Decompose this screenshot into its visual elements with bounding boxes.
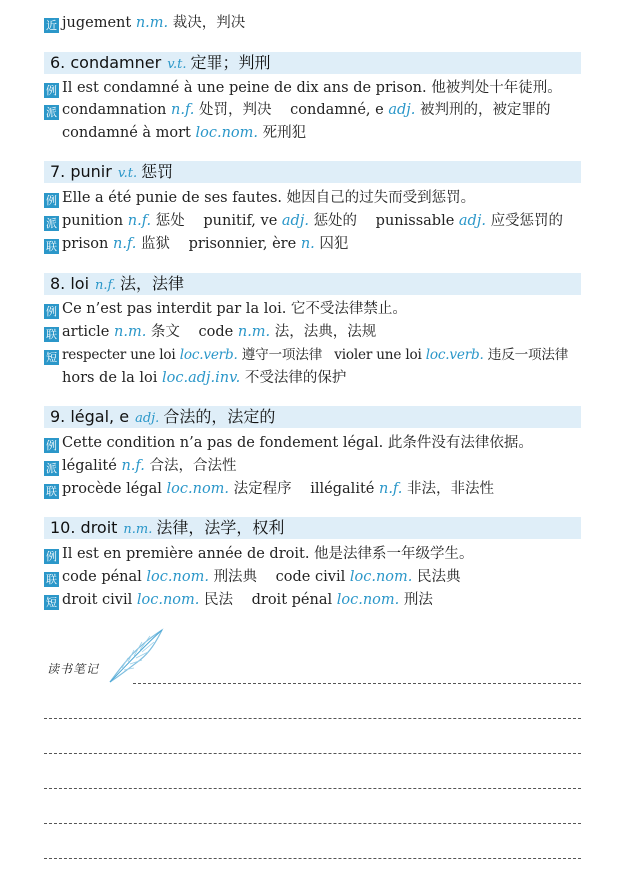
entry-line — [44, 188, 585, 208]
headword: 9. légal, e — [50, 407, 130, 426]
part-of-speech: n.m. — [237, 324, 271, 340]
chinese-meaning: 法，法典，法规 — [274, 324, 377, 340]
chinese-meaning: 处罚，判决 — [199, 102, 272, 118]
chinese-meaning: 法，法律 — [120, 274, 185, 293]
french-term: procède légal — [62, 481, 162, 497]
part-of-speech: adj. — [135, 411, 160, 426]
french-term: code civil — [275, 569, 346, 585]
part-of-speech: loc.nom. — [336, 592, 400, 608]
section-heading — [44, 406, 581, 428]
french-term: Il est condamné à une peine de dix ans de prison. — [62, 80, 427, 96]
chinese-meaning: 惩处 — [155, 213, 185, 229]
part-of-speech: n.f. — [171, 102, 195, 118]
part-of-speech: adj. — [281, 213, 309, 229]
chinese-meaning: 她因自己的过失而受到惩罚。 — [286, 190, 476, 206]
tag-badge: 例 — [46, 194, 57, 207]
chinese-meaning: 此条件没有法律依据。 — [387, 435, 533, 451]
entry-line — [44, 456, 585, 476]
tag-badge: 短 — [44, 350, 59, 365]
entry-line — [62, 123, 585, 143]
part-of-speech: n.f. — [127, 213, 152, 229]
entry-line — [44, 234, 585, 254]
chinese-meaning: 合法，合法性 — [149, 458, 237, 474]
part-of-speech: v.t. — [167, 57, 187, 72]
part-of-speech: loc.adj.inv. — [162, 370, 241, 386]
entry-line — [44, 322, 585, 342]
tag-badge: 派 — [46, 462, 57, 475]
headword: 6. condamner — [50, 53, 162, 72]
part-of-speech: loc.verb. — [179, 347, 238, 363]
chinese-meaning: 民法典 — [416, 569, 461, 585]
part-of-speech: v.t. — [117, 166, 138, 181]
chinese-meaning: 条文 — [150, 324, 180, 340]
entry-line — [44, 544, 585, 564]
reading-notes-label: 读书笔记 — [47, 662, 100, 676]
french-term: code pénal — [62, 569, 142, 585]
french-term: punissable — [375, 213, 455, 229]
french-term: punition — [62, 213, 124, 229]
part-of-speech: loc.nom. — [136, 592, 200, 608]
chinese-meaning: 定罪；判刑 — [190, 53, 271, 72]
tag-badge: 联 — [46, 328, 57, 341]
french-term: violer une loi — [334, 347, 422, 363]
french-term: jugement — [62, 15, 132, 31]
part-of-speech: loc.verb. — [425, 347, 484, 363]
chinese-meaning: 裁决，判决 — [172, 15, 246, 31]
tag-badge: 联 — [46, 573, 57, 586]
note-line — [44, 753, 581, 754]
note-line — [44, 823, 581, 824]
headword: 8. loi — [50, 274, 90, 293]
chinese-meaning: 合法的，法定的 — [163, 407, 276, 426]
part-of-speech: n.f. — [95, 278, 117, 293]
french-term: Ce n’est pas interdit par la loi. — [62, 301, 287, 317]
french-term: Cette condition n’a pas de fondement légal. — [62, 435, 384, 451]
tag-badge: 例 — [46, 439, 57, 452]
part-of-speech: n.f. — [112, 236, 137, 252]
part-of-speech: loc.nom. — [195, 125, 259, 141]
french-term: légalité — [62, 458, 117, 474]
chinese-meaning: 遵守一项法律 — [241, 347, 323, 363]
entry-line — [44, 211, 585, 231]
tag-badge: 派 — [46, 217, 57, 230]
note-line — [44, 858, 581, 859]
note-line — [44, 788, 581, 789]
part-of-speech: n.m. — [135, 15, 169, 31]
french-term: hors de la loi — [62, 370, 158, 386]
tag-badge: 联 — [46, 240, 57, 253]
french-term: condamné à mort — [62, 125, 191, 141]
section-heading — [44, 161, 581, 183]
part-of-speech: n.f. — [378, 481, 403, 497]
tag-badge: 近 — [46, 19, 57, 32]
french-term: droit pénal — [251, 592, 333, 608]
french-term: prison — [62, 236, 109, 252]
tag-badge: 例 — [46, 305, 57, 318]
chinese-meaning: 刑法 — [403, 592, 433, 608]
note-line — [133, 683, 581, 684]
chinese-meaning: 囚犯 — [319, 236, 349, 252]
part-of-speech: loc.nom. — [166, 481, 230, 497]
note-line — [44, 718, 581, 719]
french-term: condamnation — [62, 102, 167, 118]
part-of-speech: n.f. — [121, 458, 145, 474]
french-term: code — [198, 324, 234, 340]
chinese-meaning: 惩处的 — [313, 213, 358, 229]
entry-line — [44, 100, 585, 120]
section-heading — [44, 273, 581, 295]
entry-line — [44, 345, 585, 365]
chinese-meaning: 法定程序 — [233, 481, 292, 497]
tag-badge: 例 — [46, 84, 57, 97]
french-term: article — [62, 324, 110, 340]
chinese-meaning: 它不受法律禁止。 — [290, 301, 407, 317]
french-term: droit civil — [62, 592, 133, 608]
tag-badge: 例 — [46, 550, 57, 563]
french-term: respecter une loi — [62, 347, 176, 363]
french-term: illégalité — [310, 481, 375, 497]
entry-line — [44, 299, 585, 319]
chinese-meaning: 法律，法学，权利 — [156, 518, 285, 537]
chinese-meaning: 违反一项法律 — [487, 347, 569, 363]
part-of-speech: n.m. — [123, 522, 153, 537]
chinese-meaning: 死刑犯 — [262, 125, 307, 141]
chinese-meaning: 民法 — [204, 592, 233, 608]
entry-line — [44, 433, 585, 453]
entry-line — [62, 368, 585, 388]
entry-line — [44, 567, 585, 587]
chinese-meaning: 被判刑的，被定罪的 — [420, 102, 551, 118]
french-term: condamné, e — [290, 102, 384, 118]
part-of-speech: adj. — [458, 213, 486, 229]
chinese-meaning: 惩罚 — [141, 162, 174, 181]
french-term: punitif, ve — [203, 213, 278, 229]
headword: 10. droit — [50, 518, 118, 537]
part-of-speech: loc.nom. — [349, 569, 413, 585]
part-of-speech: n.m. — [114, 324, 147, 340]
entry-line — [44, 479, 585, 499]
tag-badge: 派 — [46, 106, 57, 119]
part-of-speech: adj. — [388, 102, 416, 118]
chinese-meaning: 应受惩罚的 — [490, 213, 564, 229]
chinese-meaning: 非法，非法性 — [407, 481, 495, 497]
tag-badge: 联 — [46, 485, 57, 498]
part-of-speech: n. — [300, 236, 315, 252]
french-term: prisonnier, ère — [188, 236, 297, 252]
entry-line — [44, 13, 585, 33]
french-term: Il est en première année de droit. — [62, 546, 310, 562]
french-term: Elle a été punie de ses fautes. — [62, 190, 283, 206]
chinese-meaning: 不受法律的保护 — [244, 370, 347, 386]
chinese-meaning: 他是法律系一年级学生。 — [314, 546, 474, 562]
entry-line — [44, 590, 585, 610]
feather-icon — [104, 626, 168, 686]
tag-badge: 短 — [46, 596, 57, 609]
section-heading — [44, 517, 581, 539]
headword: 7. punir — [50, 162, 112, 181]
entry-line — [44, 78, 585, 98]
chinese-meaning: 刑法典 — [213, 569, 258, 585]
section-heading — [44, 52, 581, 74]
chinese-meaning: 监狱 — [141, 236, 171, 252]
chinese-meaning: 他被判处十年徒刑。 — [431, 80, 562, 96]
part-of-speech: loc.nom. — [146, 569, 209, 585]
